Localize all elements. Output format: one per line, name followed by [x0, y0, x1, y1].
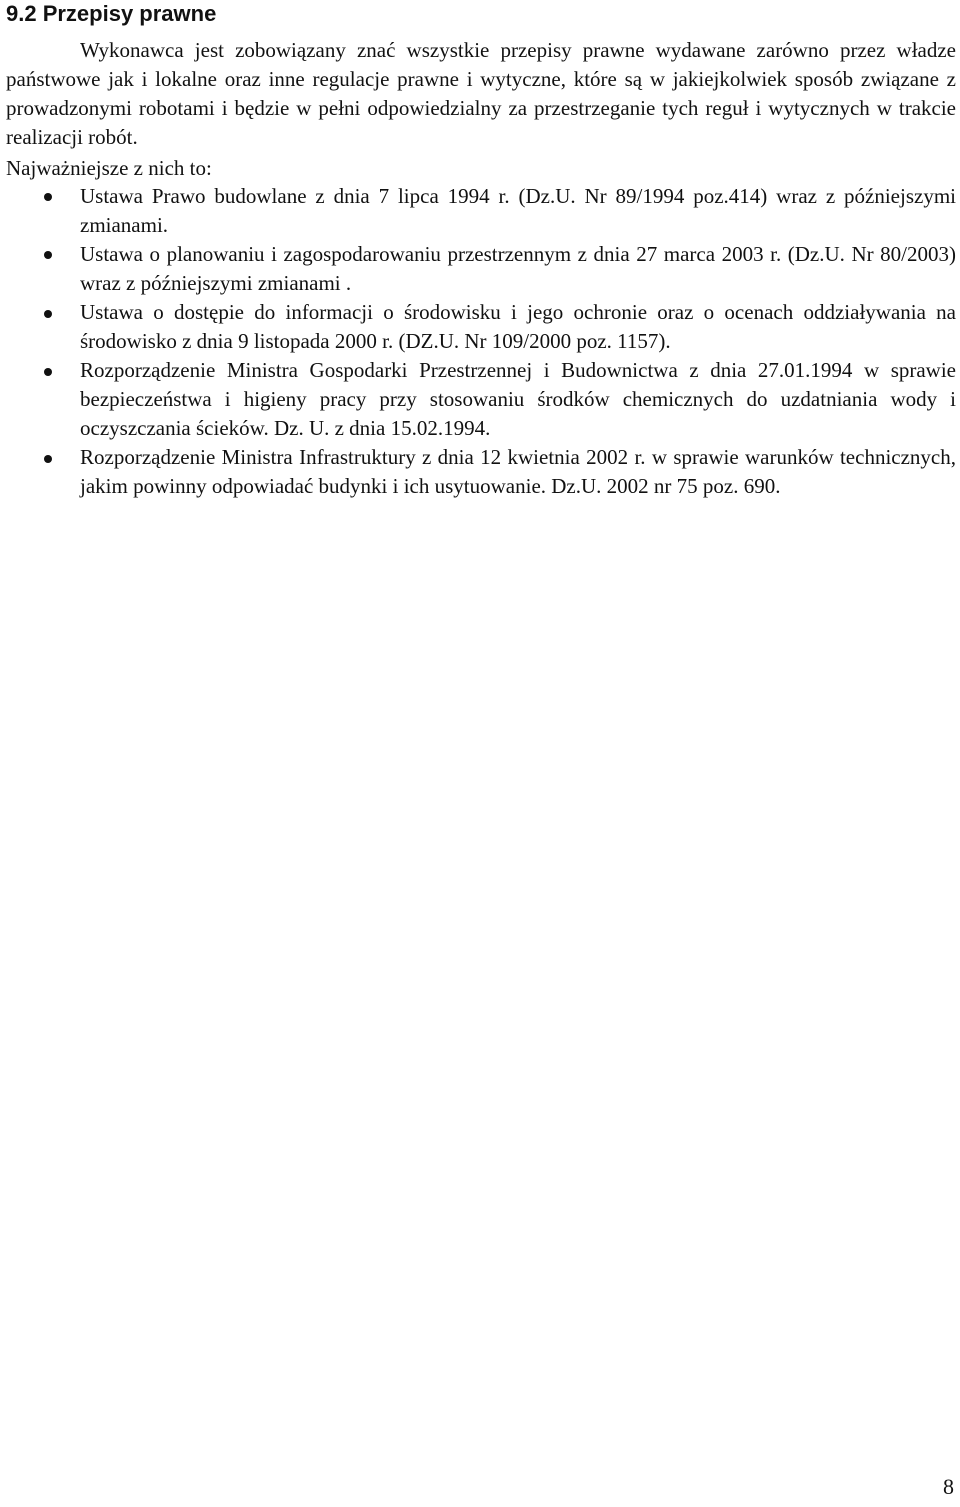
bullet-icon — [44, 368, 52, 376]
intro-paragraph: Wykonawca jest zobowiązany znać wszystkie przepisy prawne wydawane zarówno przez władze państwowe jak i lokalne oraz inne regulacje prawne i wytyczne, które są w jakiejkolwiek sposób związane z prowadzonymi robotami i będzie w pełni odpowiedzialny za przestrzeganie tych reguł i wytycznych w trakcie realizacji robót. — [6, 38, 956, 149]
intro-lead: Najważniejsze z nich to: — [6, 156, 212, 180]
page-number: 8 — [943, 1474, 954, 1499]
bullet-icon — [44, 193, 52, 201]
legal-act-item — [0, 443, 960, 501]
legal-act-text: Ustawa o planowaniu i zagospodarowaniu przestrzennym z dnia 27 marca 2003 r. (Dz.U. Nr 80/2003) wraz z późniejszymi zmianami . — [80, 242, 956, 295]
legal-acts-list — [0, 182, 960, 501]
legal-act-item — [0, 298, 960, 356]
section-title: 9.2 Przepisy prawne — [6, 1, 217, 26]
legal-act-item — [0, 356, 960, 443]
bullet-icon — [44, 455, 52, 463]
legal-act-item — [0, 182, 960, 240]
legal-act-text: Ustawa Prawo budowlane z dnia 7 lipca 1994 r. (Dz.U. Nr 89/1994 poz.414) wraz z późniejszymi zmianami. — [80, 184, 956, 237]
legal-act-text: Ustawa o dostępie do informacji o środowisku i jego ochronie oraz o ocenach oddziaływania na środowisko z dnia 9 listopada 2000 r. (DZ.U. Nr 109/2000 poz. 1157). — [80, 300, 956, 353]
bullet-icon — [44, 310, 52, 318]
legal-act-item — [0, 240, 960, 298]
bullet-icon — [44, 251, 52, 259]
legal-act-text: Rozporządzenie Ministra Infrastruktury z dnia 12 kwietnia 2002 r. w sprawie warunków technicznych, jakim powinny odpowiadać budynki i ich usytuowanie. Dz.U. 2002 nr 75 poz. 690. — [80, 445, 956, 498]
legal-act-text: Rozporządzenie Ministra Gospodarki Przestrzennej i Budownictwa z dnia 27.01.1994 w sprawie bezpieczeństwa i higieny pracy przy stosowaniu środków chemicznych do uzdatniania wody i oczyszczania ścieków. Dz. U. z dnia 15.02.1994. — [80, 358, 956, 440]
